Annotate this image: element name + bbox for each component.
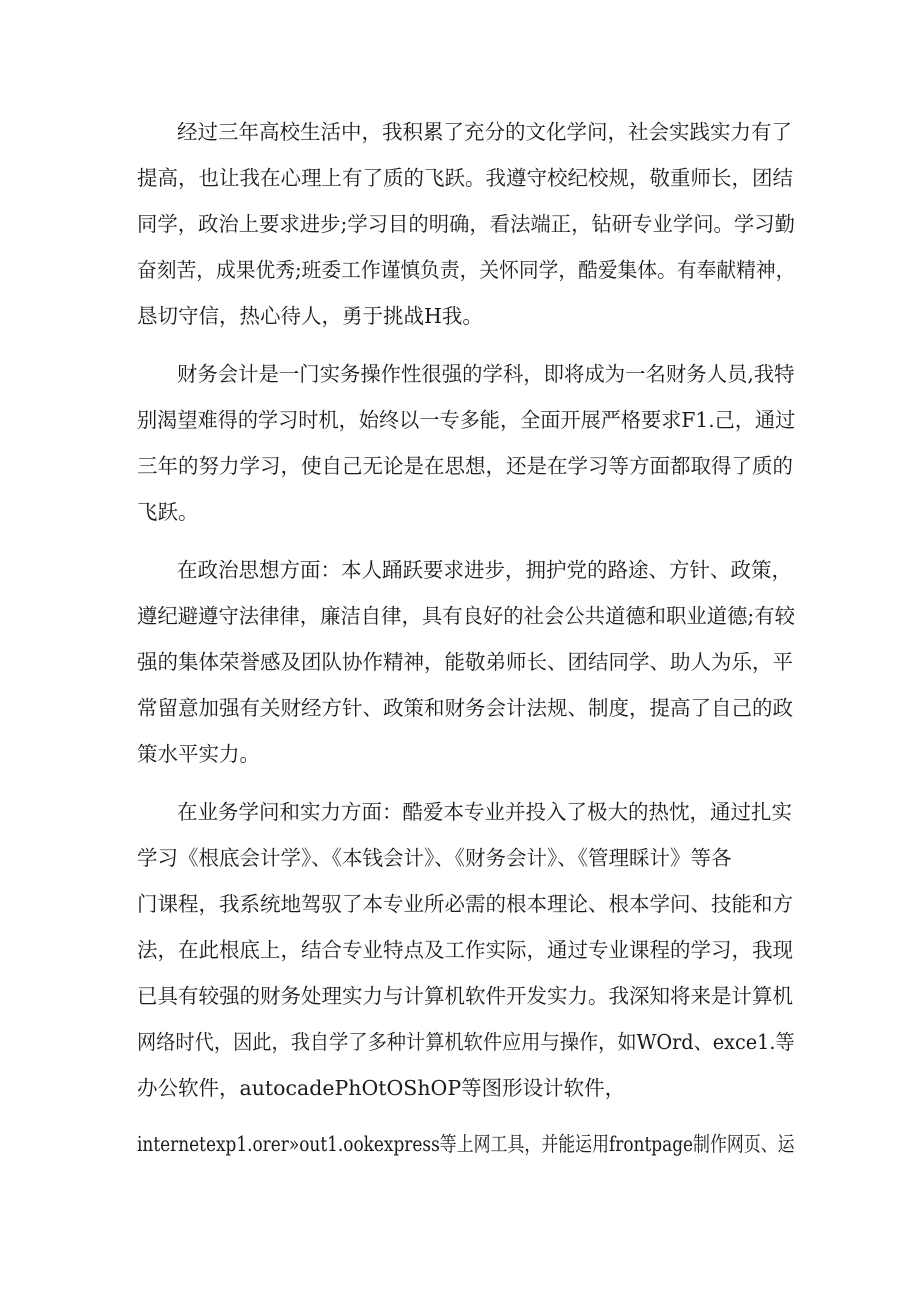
text-line: 三年的努力学习，使自己无论是在思想，还是在学习等方面都取得了质的 xyxy=(137,454,793,478)
text-line: 门课程，我系统地驾驭了本专业所必需的根本理论、根本学问、技能和方 xyxy=(137,892,793,916)
text-line: 经过三年高校生活中，我积累了充分的文化学问，社会实践实力有了 xyxy=(177,120,792,144)
text-line: 强的集体荣誉感及团队协作精神，能敬弟师长、团结同学、助人为乐，平 xyxy=(137,650,793,674)
text-line: 在政治思想方面：本人踊跃要求进步，拥护党的路途、方针、政策， xyxy=(177,558,792,582)
text-line: 别渴望难得的学习时机，始终以一专多能，全面开展严格要求F1.己，通过 xyxy=(137,408,796,432)
text-line: 飞跃。 xyxy=(137,500,199,524)
text-line: 在业务学问和实力方面：酷爱本专业并投入了极大的热忱，通过扎实 xyxy=(177,800,792,824)
text-line: 策水平实力。 xyxy=(137,742,260,766)
text-line: internetexp1.orer»out1.ookexpress等上网工具，并能运用frontpage制作网页、运 xyxy=(137,1132,795,1156)
text-line: 办公软件，autocadePhOtOShOP等图形设计软件， xyxy=(137,1076,626,1100)
text-line: 常留意加强有关财经方针、政策和财务会计法规、制度，提高了自己的政 xyxy=(137,696,793,720)
text-line: 奋刻苦，成果优秀;班委工作谨慎负责，关怀同学，酷爱集体。有奉献精神， xyxy=(137,258,796,282)
text-line: 法，在此根底上，结合专业特点及工作实际，通过专业课程的学习，我现 xyxy=(137,938,793,962)
text-line: 提高，也让我在心理上有了质的飞跃。我遵守校纪校规，敬重师长，团结 xyxy=(137,166,793,190)
text-line: 网络时代，因此，我自学了多种计算机软件应用与操作，如WOrd、exce1.等 xyxy=(137,1030,795,1054)
text-line: 学习《根底会计学》、《本钱会计》、《财务会计》、《管理睬计》等各 xyxy=(137,846,732,870)
text-line: 恳切守信，热心待人，勇于挑战H我。 xyxy=(137,304,483,328)
text-line: 同学，政治上要求进步;学习目的明确，看法端正，钻研专业学问。学习勤 xyxy=(137,212,795,236)
text-line: 已具有较强的财务处理实力与计算机软件开发实力。我深知将来是计算机 xyxy=(137,984,793,1008)
text-line: 遵纪避遵守法律律，廉洁自律，具有良好的社会公共道德和职业道德;有较 xyxy=(137,604,795,628)
text-line: 财务会计是一门实务操作性很强的学科，即将成为一名财务人员,我特 xyxy=(177,362,795,386)
